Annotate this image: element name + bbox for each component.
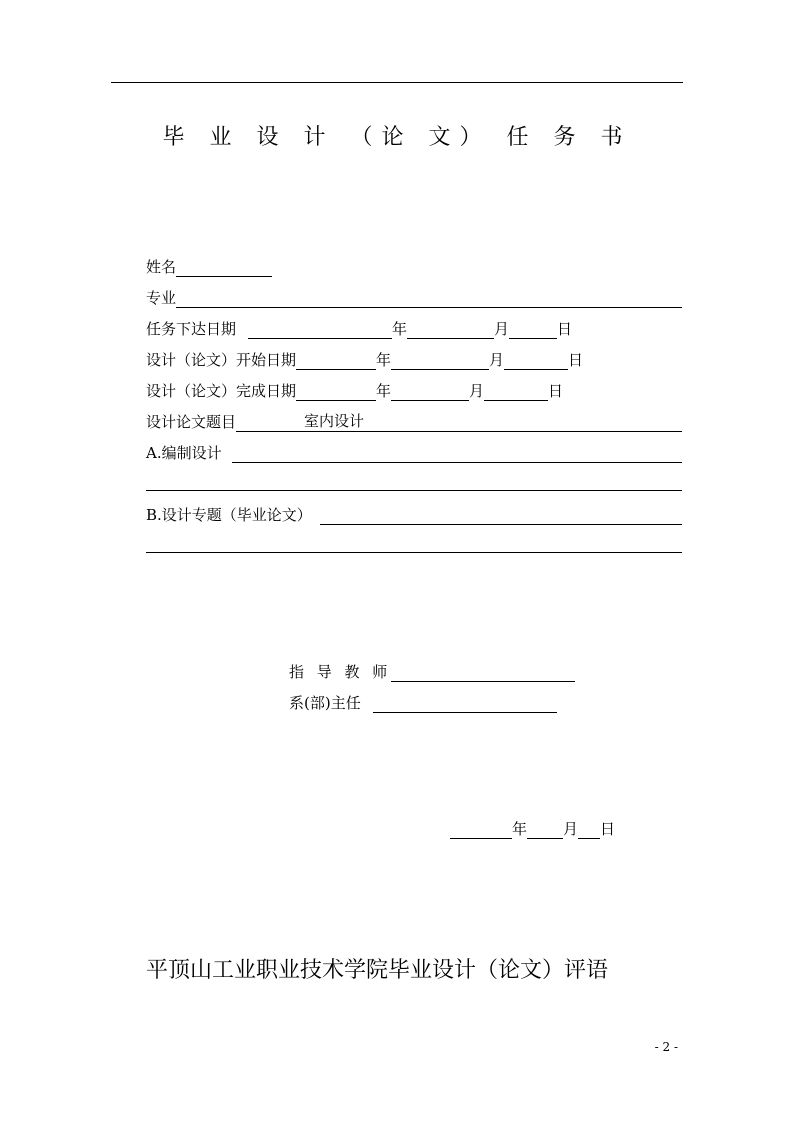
finish-day-field[interactable] — [484, 380, 548, 401]
start-date-label: 设计（论文）开始日期 — [146, 351, 297, 369]
name-row — [146, 253, 272, 277]
document-title: 毕 业 设 计 （论 文） 任 务 书 — [162, 125, 632, 150]
section-b-field[interactable] — [320, 504, 682, 525]
start-month-unit: 月 — [489, 351, 505, 369]
advisor-row — [289, 658, 575, 682]
name-field[interactable] — [176, 256, 272, 277]
issue-year-unit: 年 — [392, 320, 408, 338]
page-number: - 2 - — [654, 1040, 678, 1054]
start-month-field[interactable] — [391, 349, 489, 370]
dept-head-signature-field[interactable] — [373, 692, 557, 713]
finish-year-unit: 年 — [376, 382, 392, 400]
issue-month-unit: 月 — [494, 320, 510, 338]
section-b-label: B.设计专题（毕业论文） — [146, 506, 312, 524]
evaluation-heading: 平顶山工业职业技术学院毕业设计（论文）评语 — [146, 958, 609, 983]
topic-row — [146, 408, 682, 432]
issue-month-field[interactable] — [407, 318, 494, 339]
issue-day-unit: 日 — [557, 320, 573, 338]
sign-month-unit: 月 — [563, 820, 579, 838]
topic-label: 设计论文题目 — [146, 413, 237, 431]
sign-month-field[interactable] — [527, 818, 563, 839]
section-a-label: A.编制设计 — [146, 444, 222, 462]
sign-year-unit: 年 — [512, 820, 528, 838]
section-b-row — [146, 501, 682, 525]
dept-head-label: 系(部)主任 — [289, 694, 361, 712]
finish-year-field[interactable] — [296, 380, 376, 401]
finish-month-unit: 月 — [469, 382, 485, 400]
advisor-label: 指 导 教 师 — [289, 663, 392, 681]
sign-date-row — [450, 815, 615, 839]
section-a-field[interactable] — [232, 442, 682, 463]
start-year-unit: 年 — [376, 351, 392, 369]
start-day-unit: 日 — [568, 351, 584, 369]
major-label: 专业 — [146, 289, 177, 307]
sign-year-field[interactable] — [450, 818, 512, 839]
start-date-row — [146, 346, 583, 370]
header-rule — [111, 82, 683, 83]
issue-date-label: 任务下达日期 — [146, 320, 237, 338]
section-a-extra-line[interactable] — [146, 490, 682, 491]
dept-head-row — [289, 689, 557, 713]
finish-date-label: 设计（论文）完成日期 — [146, 382, 297, 400]
topic-field-rest[interactable] — [364, 411, 682, 432]
start-day-field[interactable] — [504, 349, 568, 370]
topic-value[interactable]: 室内设计 — [236, 411, 364, 432]
sign-day-unit: 日 — [600, 820, 616, 838]
start-year-field[interactable] — [296, 349, 376, 370]
finish-date-row — [146, 377, 563, 401]
issue-year-field[interactable] — [248, 318, 392, 339]
name-label: 姓名 — [146, 258, 177, 276]
section-b-extra-line[interactable] — [146, 552, 682, 553]
issue-date-row — [146, 315, 572, 339]
section-a-row — [146, 439, 682, 463]
major-row — [146, 284, 682, 308]
finish-day-unit: 日 — [548, 382, 564, 400]
issue-day-field[interactable] — [509, 318, 557, 339]
major-field[interactable] — [176, 287, 682, 308]
finish-month-field[interactable] — [391, 380, 469, 401]
advisor-signature-field[interactable] — [391, 661, 575, 682]
sign-day-field[interactable] — [578, 818, 600, 839]
